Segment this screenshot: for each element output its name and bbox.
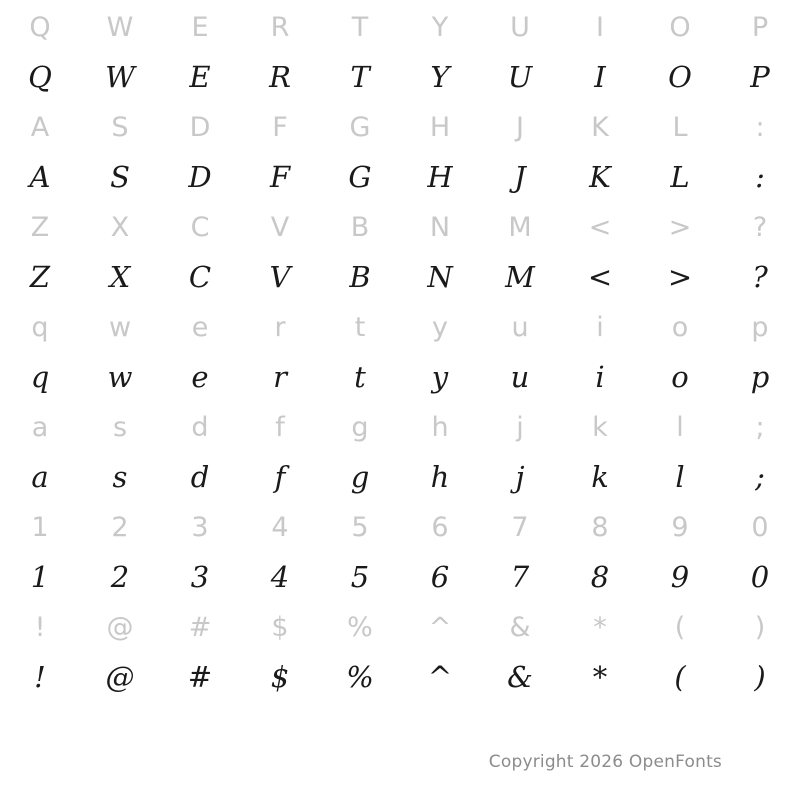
glyph-cell: N (427, 259, 453, 294)
glyph-cell: X (110, 211, 130, 243)
glyph-cell: r (274, 311, 286, 343)
glyph-cell: ? (752, 211, 768, 243)
glyph-cell: V (269, 259, 291, 294)
glyph-cell: e (191, 311, 209, 343)
specimen-row (0, 152, 800, 202)
glyph-cell: p (751, 311, 769, 343)
glyph-cell: B (349, 259, 371, 294)
glyph-cell: ? (752, 259, 768, 294)
glyph-cell: s (112, 459, 128, 494)
glyph-cell: & (509, 611, 531, 643)
glyph-cell: # (188, 611, 212, 643)
glyph-cell: X (109, 259, 131, 294)
glyph-cell: Y (431, 11, 449, 43)
glyph-cell: k (592, 411, 608, 443)
glyph-cell: 3 (190, 559, 210, 594)
glyph-cell: j (515, 459, 525, 494)
glyph-cell: I (596, 11, 604, 43)
glyph-cell: : (755, 159, 765, 194)
glyph-cell: y (431, 359, 449, 394)
glyph-cell: Q (28, 59, 52, 94)
specimen-row (0, 252, 800, 302)
glyph-cell: ( (674, 659, 686, 694)
glyph-cell: T (351, 11, 369, 43)
glyph-cell: f (275, 411, 285, 443)
glyph-cell: g (350, 459, 370, 494)
glyph-cell: ! (34, 611, 46, 643)
glyph-cell: 5 (351, 511, 369, 543)
glyph-cell: C (188, 259, 212, 294)
reference-row (0, 602, 800, 652)
glyph-cell: w (107, 359, 133, 394)
specimen-row (0, 652, 800, 702)
glyph-cell: O (669, 11, 691, 43)
glyph-cell: Y (430, 59, 450, 94)
glyph-cell: a (31, 411, 49, 443)
glyph-cell: & (507, 659, 533, 694)
glyph-cell: 4 (270, 559, 290, 594)
glyph-cell: N (429, 211, 451, 243)
glyph-cell: r (273, 359, 287, 394)
reference-row (0, 402, 800, 452)
glyph-cell: $ (271, 611, 289, 643)
glyph-cell: o (671, 359, 689, 394)
glyph-cell: k (591, 459, 609, 494)
glyph-cell: W (106, 11, 134, 43)
glyph-cell: ) (754, 659, 766, 694)
glyph-cell: J (516, 111, 524, 143)
glyph-cell: E (191, 11, 209, 43)
glyph-cell: K (591, 111, 609, 143)
glyph-cell: $ (270, 659, 290, 694)
glyph-cell: W (105, 59, 135, 94)
glyph-cell: U (510, 11, 530, 43)
glyph-cell: h (431, 411, 449, 443)
glyph-cell: > (667, 259, 693, 294)
glyph-cell: 8 (591, 511, 609, 543)
glyph-cell: ^ (427, 659, 453, 694)
glyph-cell: D (188, 159, 212, 194)
glyph-cell: l (675, 459, 685, 494)
glyph-cell: 1 (31, 511, 49, 543)
glyph-cell: J (514, 159, 526, 194)
reference-row (0, 2, 800, 52)
glyph-cell: s (112, 411, 128, 443)
glyph-cell: 1 (30, 559, 50, 594)
glyph-cell: F (269, 159, 291, 194)
glyph-cell: f (274, 459, 286, 494)
glyph-cell: ) (754, 611, 766, 643)
specimen-row (0, 552, 800, 602)
glyph-cell: 0 (751, 511, 769, 543)
glyph-cell: 2 (110, 559, 130, 594)
glyph-cell: d (190, 459, 210, 494)
glyph-cell: 7 (511, 511, 529, 543)
glyph-cell: > (668, 211, 692, 243)
reference-row (0, 202, 800, 252)
reference-row (0, 502, 800, 552)
glyph-cell: R (269, 59, 291, 94)
glyph-cell: 7 (510, 559, 530, 594)
glyph-cell: g (351, 411, 369, 443)
glyph-cell: E (189, 59, 211, 94)
glyph-cell: u (510, 359, 530, 394)
copyright-notice: Copyright 2026 OpenFonts (488, 752, 722, 772)
glyph-cell: w (108, 311, 132, 343)
glyph-cell: V (270, 211, 290, 243)
glyph-cell: t (354, 359, 366, 394)
glyph-cell: * (592, 659, 608, 694)
glyph-cell: D (189, 111, 211, 143)
glyph-cell: I (594, 59, 606, 94)
specimen-row (0, 52, 800, 102)
glyph-cell: H (427, 159, 453, 194)
glyph-cell: q (30, 359, 50, 394)
glyph-cell: S (111, 111, 129, 143)
glyph-cell: # (187, 659, 213, 694)
glyph-cell: % (346, 659, 374, 694)
glyph-cell: i (596, 311, 604, 343)
glyph-cell: Q (29, 11, 51, 43)
glyph-cell: O (668, 59, 692, 94)
glyph-cell: q (31, 311, 49, 343)
glyph-cell: i (595, 359, 605, 394)
glyph-cell: @ (105, 659, 135, 694)
glyph-cell: ; (755, 411, 765, 443)
glyph-cell: u (511, 311, 529, 343)
glyph-cell: t (354, 311, 366, 343)
glyph-cell: 6 (430, 559, 450, 594)
glyph-cell: C (190, 211, 210, 243)
glyph-cell: M (505, 259, 535, 294)
glyph-cell: y (432, 311, 448, 343)
glyph-cell: @ (106, 611, 134, 643)
glyph-cell: p (750, 359, 770, 394)
specimen-row (0, 352, 800, 402)
glyph-cell: ; (755, 459, 765, 494)
glyph-cell: 6 (431, 511, 449, 543)
glyph-cell: 8 (590, 559, 610, 594)
glyph-cell: ^ (428, 611, 452, 643)
glyph-cell: G (349, 111, 371, 143)
glyph-cell: G (348, 159, 372, 194)
glyph-cell: 2 (111, 511, 129, 543)
glyph-cell: Z (29, 259, 51, 294)
glyph-cell: < (588, 211, 612, 243)
reference-row (0, 302, 800, 352)
glyph-cell: R (270, 11, 290, 43)
glyph-cell: 3 (191, 511, 209, 543)
glyph-cell: U (507, 59, 533, 94)
glyph-cell: e (191, 359, 209, 394)
glyph-cell: 9 (670, 559, 690, 594)
glyph-cell: F (272, 111, 288, 143)
glyph-cell: % (347, 611, 373, 643)
glyph-cell: Z (30, 211, 50, 243)
glyph-cell: h (430, 459, 450, 494)
glyph-cell: ! (34, 659, 46, 694)
glyph-cell: H (429, 111, 451, 143)
glyph-cell: < (587, 259, 613, 294)
reference-row (0, 102, 800, 152)
glyph-cell: B (350, 211, 370, 243)
glyph-cell: j (516, 411, 524, 443)
glyph-cell: * (593, 611, 607, 643)
glyph-cell: L (670, 159, 690, 194)
glyph-cell: l (676, 411, 684, 443)
glyph-cell: P (751, 11, 769, 43)
glyph-cell: T (350, 59, 370, 94)
specimen-row (0, 452, 800, 502)
glyph-cell: A (30, 111, 50, 143)
glyph-cell: ( (674, 611, 686, 643)
glyph-cell: 5 (350, 559, 370, 594)
glyph-cell: 0 (750, 559, 770, 594)
glyph-cell: : (755, 111, 765, 143)
glyph-cell: M (508, 211, 532, 243)
glyph-cell: a (31, 459, 49, 494)
glyph-cell: o (671, 311, 689, 343)
glyph-cell: S (110, 159, 130, 194)
glyph-cell: L (672, 111, 688, 143)
glyph-cell: 4 (271, 511, 289, 543)
glyph-cell: K (589, 159, 611, 194)
glyph-cell: A (29, 159, 51, 194)
glyph-cell: P (750, 59, 770, 94)
glyph-cell: d (191, 411, 209, 443)
glyph-cell: 9 (671, 511, 689, 543)
